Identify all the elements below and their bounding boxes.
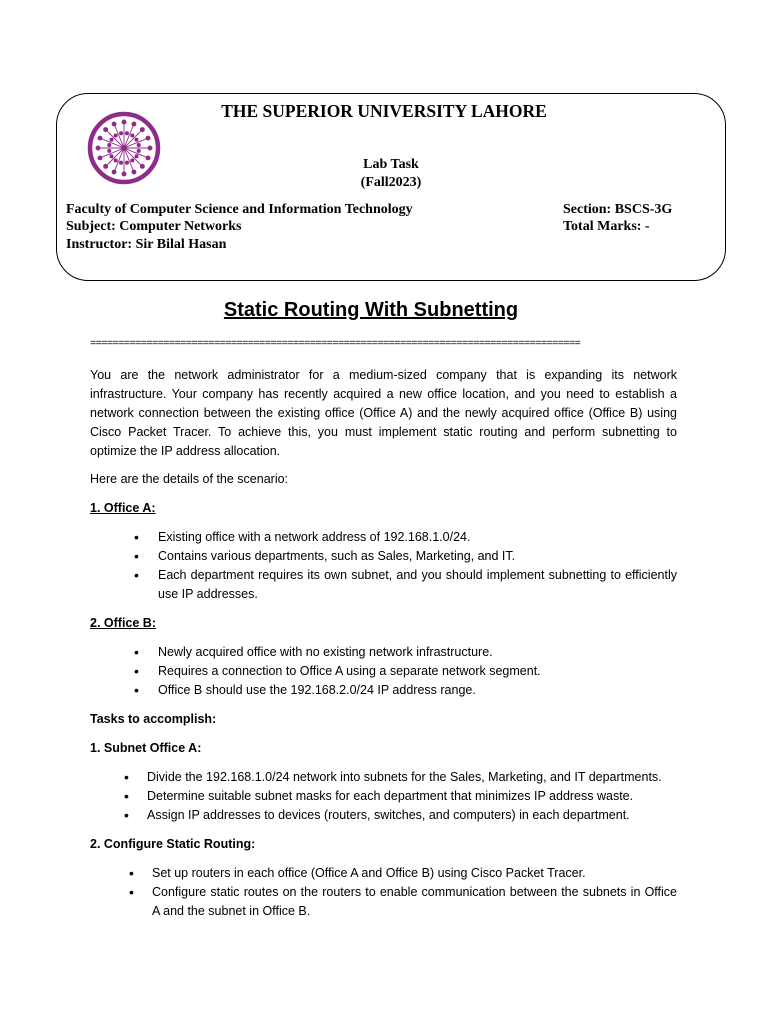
list-item: • Divide the 192.168.1.0/24 network into subnets for the Sales, Marketing, and IT departments. xyxy=(90,768,677,787)
term-label: (Fall2023) xyxy=(360,175,422,190)
list-item: • Contains various departments, such as Sales, Marketing, and IT. xyxy=(90,547,677,566)
list-item: • Existing office with a network address of 192.168.1.0/24. xyxy=(90,528,677,547)
task1-list xyxy=(90,768,677,825)
instructor-label: Instructor: Sir Bilal Hasan xyxy=(66,237,227,252)
list-item: • Assign IP addresses to devices (routers, switches, and computers) in each department. xyxy=(90,806,677,825)
faculty-label: Faculty of Computer Science and Information Technology xyxy=(66,202,413,217)
section-label: Section: BSCS-3G xyxy=(563,202,673,217)
document-title: Static Routing With Subnetting xyxy=(223,299,519,321)
task2-heading: 2. Configure Static Routing: xyxy=(90,837,256,851)
list-item: • Office B should use the 192.168.2.0/24 IP address range. xyxy=(90,681,677,700)
list-item: • Requires a connection to Office A using a separate network segment. xyxy=(90,662,677,681)
list-item: • Newly acquired office with no existing network infrastructure. xyxy=(90,643,677,662)
separator-rule: ======================================================================================= xyxy=(90,338,581,350)
university-name: THE SUPERIOR UNIVERSITY LAHORE xyxy=(221,101,547,121)
subject-label: Subject: Computer Networks xyxy=(66,219,242,234)
task2-list xyxy=(90,864,677,921)
total-marks-label: Total Marks: - xyxy=(563,219,650,234)
details-intro: Here are the details of the scenario: xyxy=(90,472,289,486)
list-item: • Each department requires its own subnet, and you should implement subnetting to efficiently use IP addresses. xyxy=(90,566,677,604)
office-b-list xyxy=(90,643,677,700)
intro-paragraph: You are the network administrator for a medium-sized company that is expanding its network infrastructure. Your company has recently acquired a new office location, and you need to establish a network connection between the existing office (Office A) and the newly acquired office (Office B) using Cisco Packet Tracer. To achieve this, you must implement static routing and perform subnetting to optimize the IP address allocation. xyxy=(90,368,677,458)
tasks-heading: Tasks to accomplish: xyxy=(90,712,217,726)
office-a-list xyxy=(90,528,677,604)
list-item: • Determine suitable subnet masks for each department that minimizes IP address waste. xyxy=(90,787,677,806)
list-item: • Set up routers in each office (Office A and Office B) using Cisco Packet Tracer. xyxy=(90,864,677,883)
list-item: • Configure static routes on the routers to enable communication between the subnets in Office A and the subnet in Office B. xyxy=(90,883,677,921)
task1-heading: 1. Subnet Office A: xyxy=(90,741,202,755)
office-a-heading: 1. Office A: xyxy=(90,501,156,515)
office-b-heading: 2. Office B: xyxy=(90,616,156,630)
lab-task-label: Lab Task xyxy=(363,157,419,172)
